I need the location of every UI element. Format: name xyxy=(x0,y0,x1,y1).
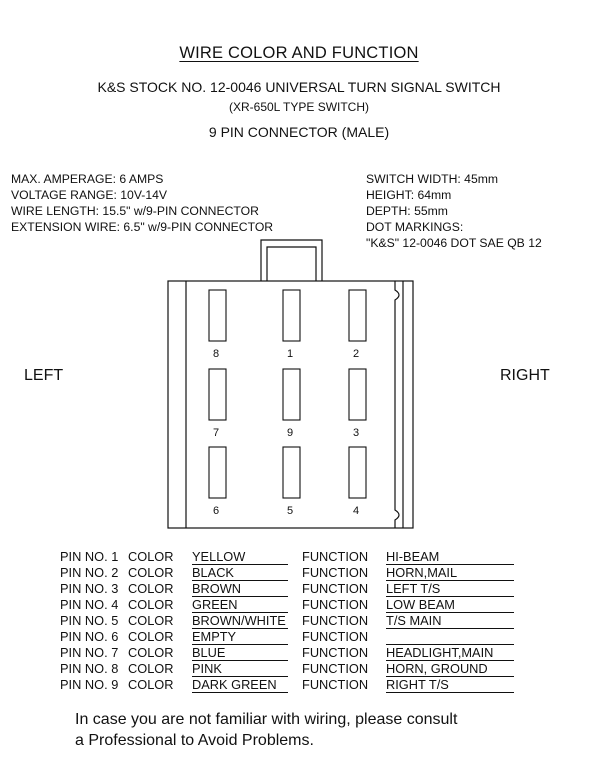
spec-line: WIRE LENGTH: 15.5" w/9-PIN CONNECTOR xyxy=(11,204,259,218)
function-value: HEADLIGHT,MAIN xyxy=(386,645,514,661)
spec-line: VOLTAGE RANGE: 10V-14V xyxy=(11,188,168,202)
wire-color-value: EMPTY xyxy=(192,629,288,645)
function-label: FUNCTION xyxy=(302,597,369,612)
wiring-note xyxy=(75,709,457,751)
connector-body xyxy=(168,281,413,528)
spec-line: EXTENSION WIRE: 6.5" w/9-PIN CONNECTOR xyxy=(11,220,274,234)
function-label: FUNCTION xyxy=(302,677,369,692)
wire-color-value: YELLOW xyxy=(192,549,288,565)
connector-subtitle: 9 PIN CONNECTOR (MALE) xyxy=(208,124,390,140)
switch-type-subtitle: (XR-650L TYPE SWITCH) xyxy=(228,100,370,114)
function-value xyxy=(386,629,514,645)
pin-number-label: 4 xyxy=(353,505,360,517)
pin-number-label: 1 xyxy=(287,348,294,360)
pin-number: PIN NO. 1 xyxy=(60,549,119,564)
function-label: FUNCTION xyxy=(302,645,369,660)
wire-color-value: BLUE xyxy=(192,645,288,661)
color-label: COLOR xyxy=(128,677,174,692)
pin-slot xyxy=(209,290,226,341)
pin-slot xyxy=(209,369,226,420)
connector-latch xyxy=(261,240,322,281)
pin-slot xyxy=(349,369,366,420)
function-label: FUNCTION xyxy=(302,629,369,644)
color-label: COLOR xyxy=(128,549,174,564)
pin-number: PIN NO. 6 xyxy=(60,629,119,644)
pin-slot xyxy=(349,447,366,498)
pin-number-label: 6 xyxy=(213,505,220,517)
pin-number-label: 9 xyxy=(287,427,294,439)
pin-number: PIN NO. 4 xyxy=(60,597,119,612)
pin-number-label: 5 xyxy=(287,505,294,517)
color-label: COLOR xyxy=(128,661,174,676)
pin-slot xyxy=(283,290,300,341)
function-label: FUNCTION xyxy=(302,581,369,596)
function-value: LOW BEAM xyxy=(386,597,514,613)
spec-line: "K&S" 12-0046 DOT SAE QB 12 xyxy=(366,236,542,250)
function-value: T/S MAIN xyxy=(386,613,514,629)
function-label: FUNCTION xyxy=(302,613,369,628)
color-label: COLOR xyxy=(128,613,174,628)
note-line: a Professional to Avoid Problems. xyxy=(75,732,314,749)
connector-right-rail xyxy=(395,281,399,528)
function-label: FUNCTION xyxy=(302,549,369,564)
function-value: HORN,MAIL xyxy=(386,565,514,581)
pin-slot xyxy=(283,369,300,420)
color-label: COLOR xyxy=(128,565,174,580)
function-value: LEFT T/S xyxy=(386,581,514,597)
note-line: In case you are not familiar with wiring, please consult xyxy=(75,711,458,728)
pin-slot xyxy=(209,447,226,498)
pin-number-label: 3 xyxy=(353,427,360,439)
spec-line: MAX. AMPERAGE: 6 AMPS xyxy=(11,172,164,186)
wire-color-value: BROWN/WHITE xyxy=(192,613,288,629)
color-label: COLOR xyxy=(128,645,174,660)
pin-number: PIN NO. 5 xyxy=(60,613,119,628)
pin-number: PIN NO. 9 xyxy=(60,677,119,692)
wire-color-value: DARK GREEN xyxy=(192,677,288,693)
function-label: FUNCTION xyxy=(302,565,369,580)
spec-line: DOT MARKINGS: xyxy=(366,220,464,234)
wire-color-value: GREEN xyxy=(192,597,288,613)
wire-color-value: PINK xyxy=(192,661,288,677)
function-label: FUNCTION xyxy=(302,661,369,676)
function-value: RIGHT T/S xyxy=(386,677,514,693)
connector-latch-inner xyxy=(267,247,316,281)
pin-number-label: 8 xyxy=(213,348,220,360)
color-label: COLOR xyxy=(128,629,174,644)
pin-number-label: 7 xyxy=(213,427,220,439)
wire-color-value: BLACK xyxy=(192,565,288,581)
function-value: HI-BEAM xyxy=(386,549,514,565)
pin-slot xyxy=(283,447,300,498)
diagram-title: WIRE COLOR AND FUNCTION xyxy=(179,44,419,62)
pin-slot xyxy=(349,290,366,341)
pin-number: PIN NO. 3 xyxy=(60,581,119,596)
color-label: COLOR xyxy=(128,581,174,596)
color-label: COLOR xyxy=(128,597,174,612)
product-subtitle: K&S STOCK NO. 12-0046 UNIVERSAL TURN SIGNAL SWITCH xyxy=(97,79,501,95)
pin-number-label: 2 xyxy=(353,348,360,360)
left-side-label: LEFT xyxy=(24,367,64,384)
function-value: HORN, GROUND xyxy=(386,661,514,677)
pin-number: PIN NO. 8 xyxy=(60,661,119,676)
spec-line: HEIGHT: 64mm xyxy=(366,188,452,202)
spec-line: SWITCH WIDTH: 45mm xyxy=(366,172,499,186)
right-side-label: RIGHT xyxy=(500,367,550,384)
spec-line: DEPTH: 55mm xyxy=(366,204,448,218)
pin-number: PIN NO. 2 xyxy=(60,565,119,580)
pin-number: PIN NO. 7 xyxy=(60,645,119,660)
wire-color-value: BROWN xyxy=(192,581,288,597)
